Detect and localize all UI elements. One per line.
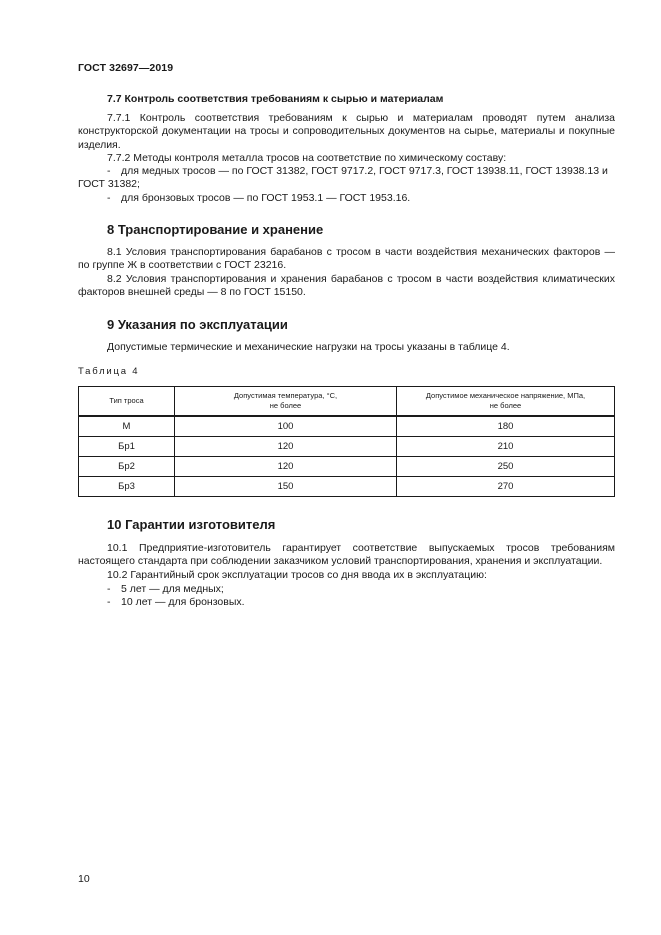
cell-temperature: 150 xyxy=(175,477,397,497)
table-row xyxy=(79,437,615,457)
section-8-title: 8 Транспортирование и хранение xyxy=(107,222,324,237)
table-caption: Таблица 4 xyxy=(78,366,140,377)
cell-stress: 180 xyxy=(397,416,615,437)
cell-type: Бр3 xyxy=(79,477,175,497)
list-text: 10 лет — для бронзовых. xyxy=(121,596,245,608)
section-10-title: 10 Гарантии изготовителя xyxy=(107,517,276,532)
list-dash: - xyxy=(107,192,111,204)
section-9-title: 9 Указания по эксплуатации xyxy=(107,317,288,332)
paragraph-10-2: 10.2 Гарантийный срок эксплуатации тросов со дня ввода их в эксплуатацию: xyxy=(107,569,487,581)
header-temperature: Допустимая температура, °С, не более xyxy=(175,387,397,417)
list-item-bronze xyxy=(78,192,615,205)
paragraph-10-1: 10.1 Предприятие-изготовитель гарантирует соответствие выпускаемых тросов требованиям настоящего стандарта при соблюдении заказчиком условий транспортирования, хранения и эксплуатации. xyxy=(78,542,615,568)
cell-temperature: 100 xyxy=(175,416,397,437)
list-item-bronze-warranty xyxy=(78,596,615,609)
list-dash: - xyxy=(107,596,111,608)
paragraph-8-1: 8.1 Условия транспортирования барабанов с тросом в части воздействия механических факторов — по группе Ж в соответствии с ГОСТ 23216. xyxy=(78,246,615,272)
cell-temperature: 120 xyxy=(175,437,397,457)
list-dash: - xyxy=(107,583,111,595)
table-header-row xyxy=(79,387,615,417)
document-header: ГОСТ 32697—2019 xyxy=(78,62,174,74)
cell-temperature: 120 xyxy=(175,457,397,477)
paragraph-7-7-2: 7.7.2 Методы контроля металла тросов на соответствие по химическому составу: xyxy=(107,152,507,164)
list-text: для бронзовых тросов — по ГОСТ 1953.1 — ГОСТ 1953.16. xyxy=(121,192,411,204)
cell-type: Бр2 xyxy=(79,457,175,477)
list-item-copper xyxy=(78,165,615,192)
table-row xyxy=(79,416,615,437)
cell-stress: 210 xyxy=(397,437,615,457)
list-text: для медных тросов — по ГОСТ 31382, ГОСТ 9717.2, ГОСТ 9717.3, ГОСТ 13938.11, ГОСТ 13938.13 и ГОСТ 31382; xyxy=(78,165,608,191)
cell-type: Бр1 xyxy=(79,437,175,457)
list-text: 5 лет — для медных; xyxy=(121,583,224,595)
table-4 xyxy=(78,386,615,497)
paragraph-9: Допустимые термические и механические нагрузки на тросы указаны в таблице 4. xyxy=(107,341,510,353)
header-stress: Допустимое механическое напряжение, МПа, не более xyxy=(397,387,615,417)
paragraph-7-7-1: 7.7.1 Контроль соответствия требованиям к сырью и материалам проводят путем анализа конструкторской документации на тросы и сопроводительных документов на сырье, материалы и покупные изделия. xyxy=(78,112,615,151)
list-dash: - xyxy=(107,165,111,177)
cell-stress: 270 xyxy=(397,477,615,497)
list-item-copper-warranty xyxy=(78,583,615,596)
section-7-7-title: 7.7 Контроль соответствия требованиям к сырью и материалам xyxy=(107,93,444,105)
page-number: 10 xyxy=(78,873,90,885)
table-row xyxy=(79,457,615,477)
paragraph-8-2: 8.2 Условия транспортирования и хранения барабанов с тросом в части воздействия климатических факторов внешней среды — 8 по ГОСТ 15150. xyxy=(78,273,615,299)
cell-stress: 250 xyxy=(397,457,615,477)
table-row xyxy=(79,477,615,497)
cell-type: М xyxy=(79,416,175,437)
header-type: Тип троса xyxy=(79,387,175,417)
